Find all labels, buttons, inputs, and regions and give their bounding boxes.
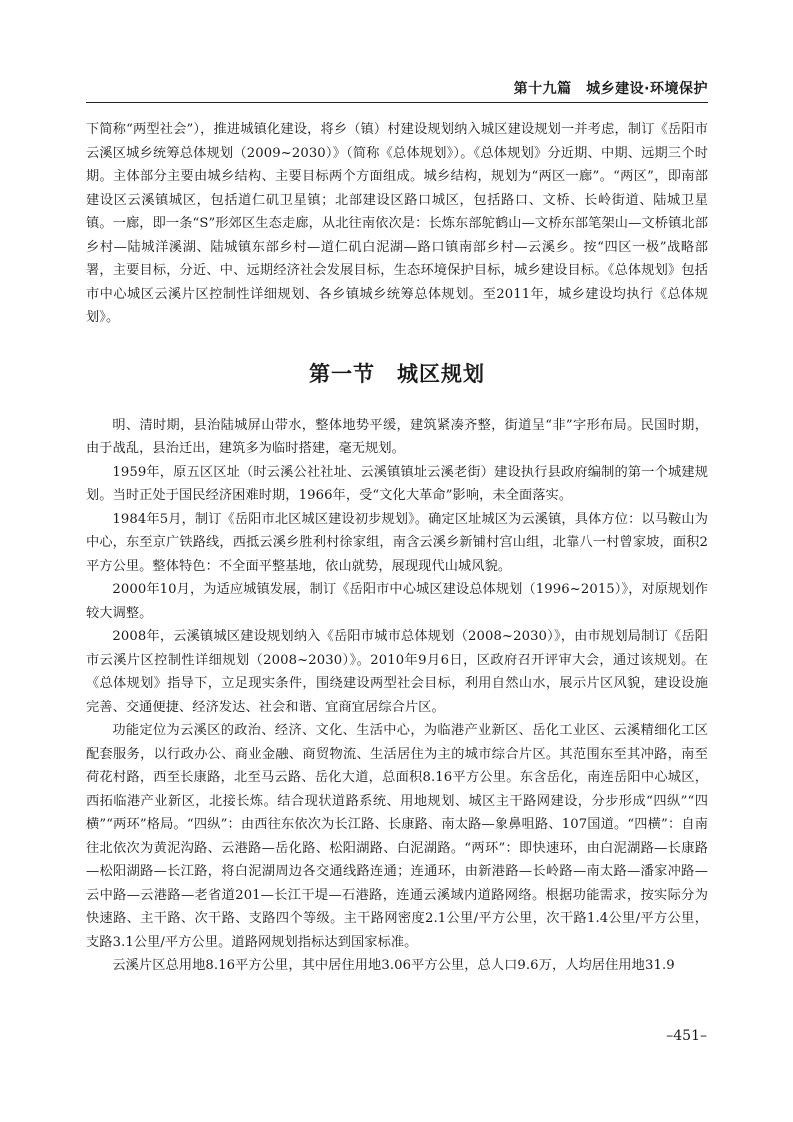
- running-header: [86, 70, 708, 103]
- body-paragraph-5: 2008年，云溪镇城区建设规划纳入《岳阳市城市总体规划（2008~2030）》，由市规划局制订《岳阳市云溪片区控制性详细规划（2008~2030）》。2010年9月6日，区政府召开评审大会，通过该规划。在《总体规划》指导下，立足现实条件，围绕建设两型社会目标，利用自然山水，展示片区风貌，建设设施完善、交通便捷、经济发达、社会和谐、宜商宜居综合片区。: [86, 629, 708, 715]
- section-title: 第一节 城区规划: [309, 361, 485, 386]
- body-paragraph-7: 云溪片区总用地8.16平方公里，其中居住用地3.06平方公里，总人口9.6万，人均居住用地31.9: [112, 958, 675, 973]
- intro-paragraph: 下简称“两型社会”），推进城镇化建设，将乡（镇）村建设规划纳入城区建设规划一并考虑，制订《岳阳市云溪区城乡统筹总体规划（2009~2030）》（简称《总体规划》）。《总体规划》分近期、中期、远期三个时期。主体部分主要由城乡结构、主要目标两个方面组成。城乡结构，规划为“两区一廊”。“两区”，即南部建设区云溪镇城区，包括道仁矶卫星镇；北部建设区路口城区，包括路口、文桥、长岭街道、陆城卫星镇。一廊，即一条“S”形郊区生态走廊，从北往南依次是：长炼东部鸵鹤山—文桥东部笔架山—文桥镇北部乡村—陆城洋溪湖、陆城镇东部乡村—道仁矶白泥湖—路口镇南部乡村—云溪乡。按“四区一极”战略部署，主要目标，分近、中、远期经济社会发展目标，生态环境保护目标，城乡建设目标。《总体规划》包括市中心城区云溪片区控制性详细规划、各乡镇城乡统筹总体规划。至2011年，城乡建设均执行《总体规划》。: [86, 122, 708, 325]
- body-paragraph-1: 明、清时期，县治陆城屏山带水，整体地势平缓，建筑紧凑齐整，街道呈“非”字形布局。民国时期，由于战乱，县治迁出，建筑多为临时搭建，毫无规划。: [86, 417, 708, 456]
- body-paragraph-2: 1959年，原五区区址（时云溪公社社址、云溪镇镇址云溪老街）建设执行县政府编制的第一个城建规划。当时正处于国民经济困难时期，1966年，受“文化大革命”影响，未全面落实。: [86, 464, 708, 503]
- chapter-label: 第十九篇 城乡建设·环境保护: [513, 81, 708, 97]
- body-paragraph-4: 2000年10月，为适应城镇发展，制订《岳阳市中心城区建设总体规划（1996~2015）》，对原规划作较大调整。: [86, 582, 708, 621]
- body-paragraph-6: 功能定位为云溪区的政治、经济、文化、生活中心，为临港产业新区、岳化工业区、云溪精细化工区配套服务，以行政办公、商业金融、商贸物流、生活居住为主的城市综合片区。其范围东至其冲路，南至荷花村路，西至长康路，北至马云路、岳化大道，总面积8.16平方公里。东含岳化，南连岳阳中心城区，西拓临港产业新区，北接长炼。结合现状道路系统、用地规划、城区主干路网建设，分步形成“四纵”“四横”“两环”格局。“四纵”：由西往东依次为长江路、长康路、南太路—象鼻咀路、107国道。“四横”：自南往北依次为黄泥沟路、云港路—岳化路、松阳湖路、白泥湖路。“两环”：即快速环，由白泥湖路—长康路—松阳湖路—长江路，将白泥湖周边各交通线路连通；连通环，由新港路—长岭路—南太路—潘家冲路—云中路—云港路—老省道201—长江干堤—石港路，连通云溪域内道路网络。根据功能需求，按实际分为快速路、主干路、次干路、支路四个等级。主干路网密度2.1公里/平方公里，次干路1.4公里/平方公里，支路3.1公里/平方公里。道路网规划指标达到国家标准。: [86, 723, 708, 950]
- page-number: –451–: [666, 1028, 707, 1044]
- body-paragraph-3: 1984年5月，制订《岳阳市北区城区建设初步规划》。确定区址城区为云溪镇，具体方位：以马鞍山为中心，东至京广铁路线，西抵云溪乡胜利村徐家组，南含云溪乡新铺村宫山组，北靠八一村曾家坡，面积2平方公里。整体特色：不全面平整基地，依山就势，展现现代山城风貌。: [86, 511, 708, 574]
- page-body: [86, 118, 708, 978]
